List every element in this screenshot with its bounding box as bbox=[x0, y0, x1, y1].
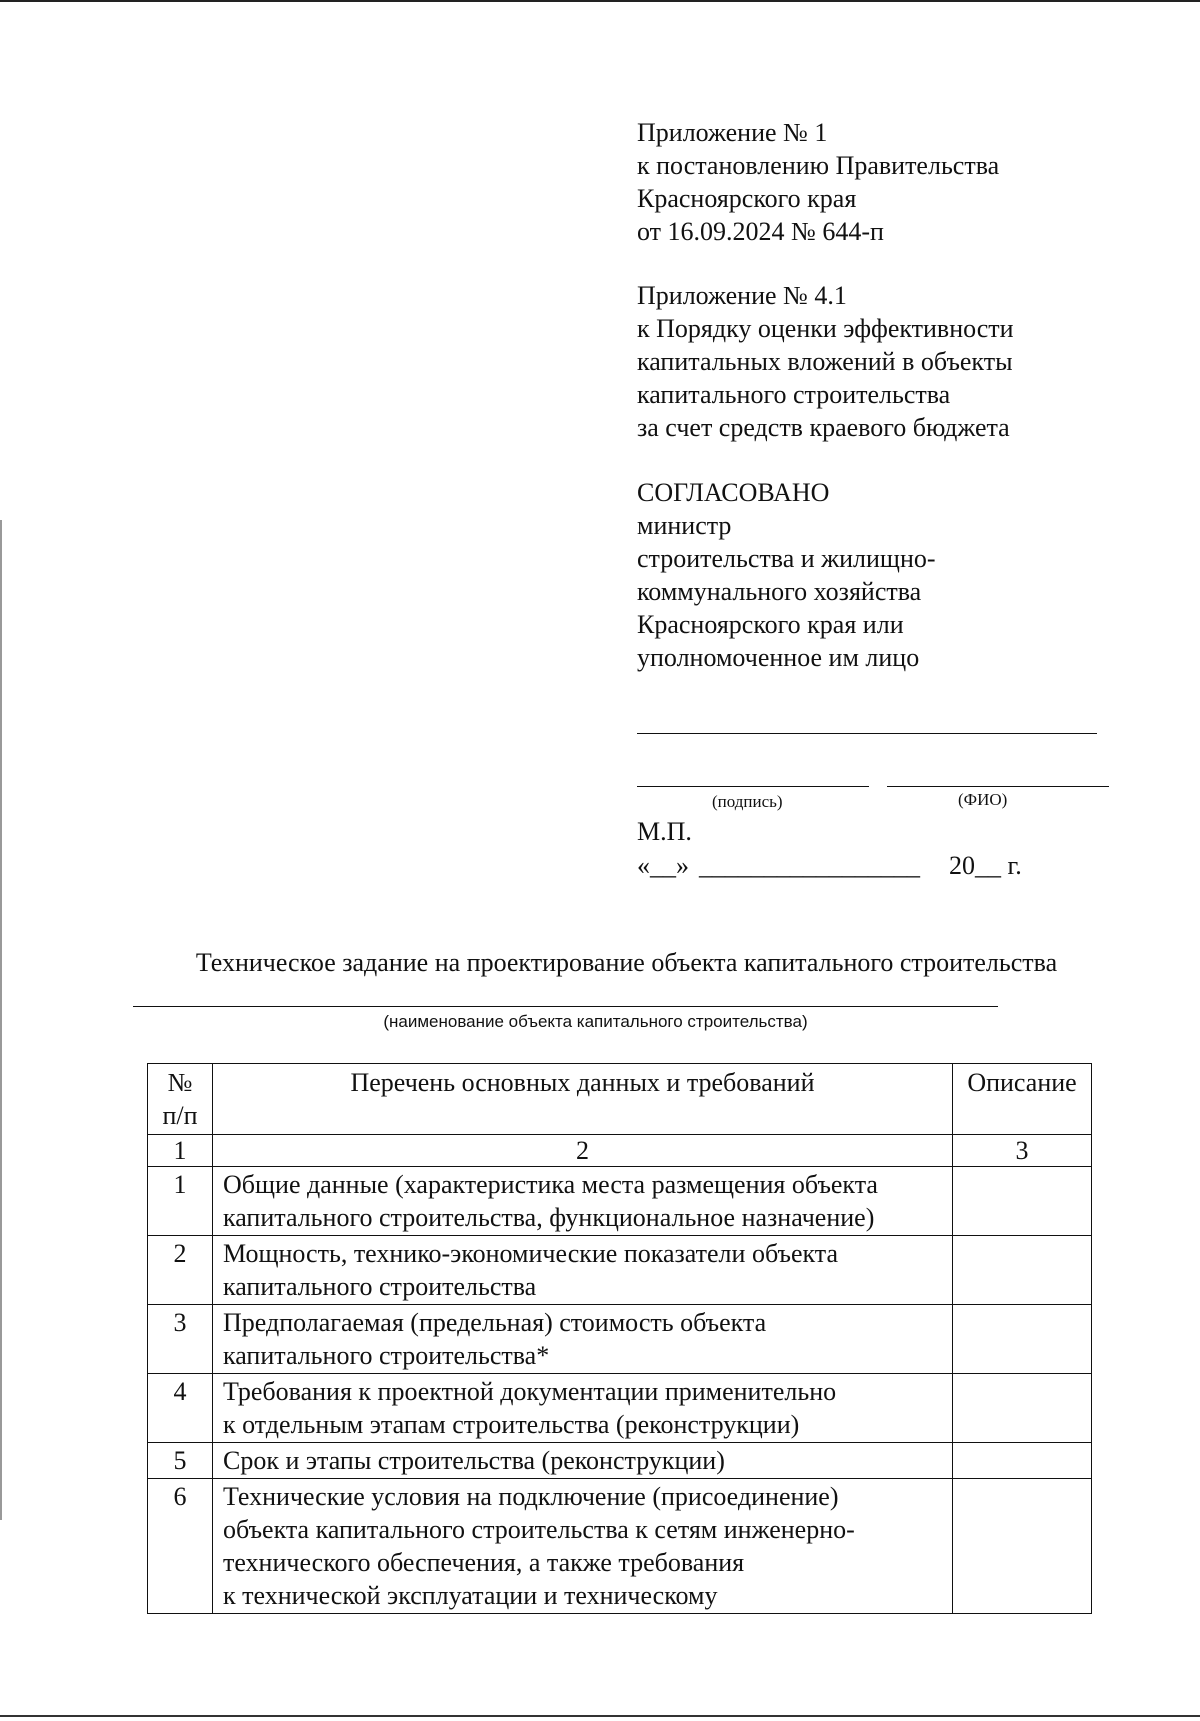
appendix-4-1-block bbox=[637, 279, 1014, 444]
requirements-table bbox=[147, 1063, 1092, 1614]
row-description bbox=[953, 1167, 1092, 1236]
appendix-4-1-line: к Порядку оценки эффективности bbox=[637, 314, 1014, 343]
object-name-caption: (наименование объекта капитального строительства) bbox=[383, 1012, 808, 1031]
row-number: 1 bbox=[148, 1167, 213, 1236]
approval-heading: СОГЛАСОВАНО bbox=[637, 478, 830, 507]
row-number: 3 bbox=[148, 1305, 213, 1374]
appendix-4-1-line: капитального строительства bbox=[637, 380, 951, 409]
appendix-1-block bbox=[637, 116, 999, 248]
table-row bbox=[148, 1374, 1092, 1443]
header-list: Перечень основных данных и требований bbox=[213, 1064, 953, 1135]
row-description bbox=[953, 1443, 1092, 1479]
table-row bbox=[148, 1236, 1092, 1305]
scan-edge-top bbox=[0, 0, 1200, 2]
seal-placeholder: М.П. bbox=[637, 817, 692, 846]
object-name-line bbox=[133, 1006, 998, 1007]
approval-date bbox=[637, 849, 1037, 883]
approval-block bbox=[637, 476, 936, 674]
name-caption: (ФИО) bbox=[958, 790, 1008, 809]
appendix-4-1-line: за счет средств краевого бюджета bbox=[637, 413, 1010, 442]
position-line bbox=[637, 733, 1097, 734]
approval-line: министр bbox=[637, 511, 732, 540]
approval-line: Красноярского края или bbox=[637, 610, 904, 639]
table-header-row bbox=[148, 1064, 1092, 1135]
table-row bbox=[148, 1167, 1092, 1236]
row-description bbox=[953, 1236, 1092, 1305]
header-num: № п/п bbox=[148, 1064, 213, 1135]
row-requirement: Срок и этапы строительства (реконструкции) bbox=[213, 1443, 953, 1479]
row-number: 2 bbox=[148, 1236, 213, 1305]
scan-edge-left bbox=[0, 520, 2, 1520]
document-title: Техническое задание на проектирование объекта капитального строительства bbox=[195, 948, 1058, 977]
table-row bbox=[148, 1479, 1092, 1614]
approval-line: коммунального хозяйства bbox=[637, 577, 922, 606]
row-description bbox=[953, 1479, 1092, 1614]
date-month-line: _________________ bbox=[699, 851, 920, 880]
scan-edge-bottom bbox=[0, 1715, 1200, 1717]
signature-caption: (подпись) bbox=[712, 792, 783, 811]
header-description: Описание bbox=[953, 1064, 1092, 1135]
row-requirement: Требования к проектной документации применительно к отдельным этапам строительства (реконструкции) bbox=[213, 1374, 953, 1443]
table-row bbox=[148, 1443, 1092, 1479]
date-year: 20__ г. bbox=[949, 851, 1022, 880]
approval-line: уполномоченное им лицо bbox=[637, 643, 920, 672]
column-index: 3 bbox=[953, 1135, 1092, 1167]
column-index-row bbox=[148, 1135, 1092, 1167]
name-line bbox=[887, 786, 1109, 787]
row-requirement: Предполагаемая (предельная) стоимость объекта капитального строительства* bbox=[213, 1305, 953, 1374]
date-quotes: «__» bbox=[637, 851, 689, 880]
row-number: 4 bbox=[148, 1374, 213, 1443]
row-number: 5 bbox=[148, 1443, 213, 1479]
appendix-4-1-line: капитальных вложений в объекты bbox=[637, 347, 1013, 376]
signature-line bbox=[637, 786, 869, 787]
row-requirement: Технические условия на подключение (присоединение) объекта капитального строительства к сетям инженерно- технического обеспечения, а также требования к технической эксплуатации и техническому bbox=[213, 1479, 953, 1614]
column-index: 1 bbox=[148, 1135, 213, 1167]
row-description bbox=[953, 1305, 1092, 1374]
appendix-4-1-line: Приложение № 4.1 bbox=[637, 281, 847, 310]
column-index: 2 bbox=[213, 1135, 953, 1167]
row-requirement: Общие данные (характеристика места размещения объекта капитального строительства, функциональное назначение) bbox=[213, 1167, 953, 1236]
approval-line: строительства и жилищно- bbox=[637, 544, 936, 573]
row-requirement: Мощность, технико-экономические показатели объекта капитального строительства bbox=[213, 1236, 953, 1305]
appendix-1-line: Красноярского края bbox=[637, 184, 857, 213]
appendix-1-line: Приложение № 1 bbox=[637, 118, 828, 147]
row-number: 6 bbox=[148, 1479, 213, 1614]
appendix-1-line: к постановлению Правительства bbox=[637, 151, 1000, 180]
row-description bbox=[953, 1374, 1092, 1443]
table-row bbox=[148, 1305, 1092, 1374]
appendix-1-line: от 16.09.2024 № 644-п bbox=[637, 217, 884, 246]
